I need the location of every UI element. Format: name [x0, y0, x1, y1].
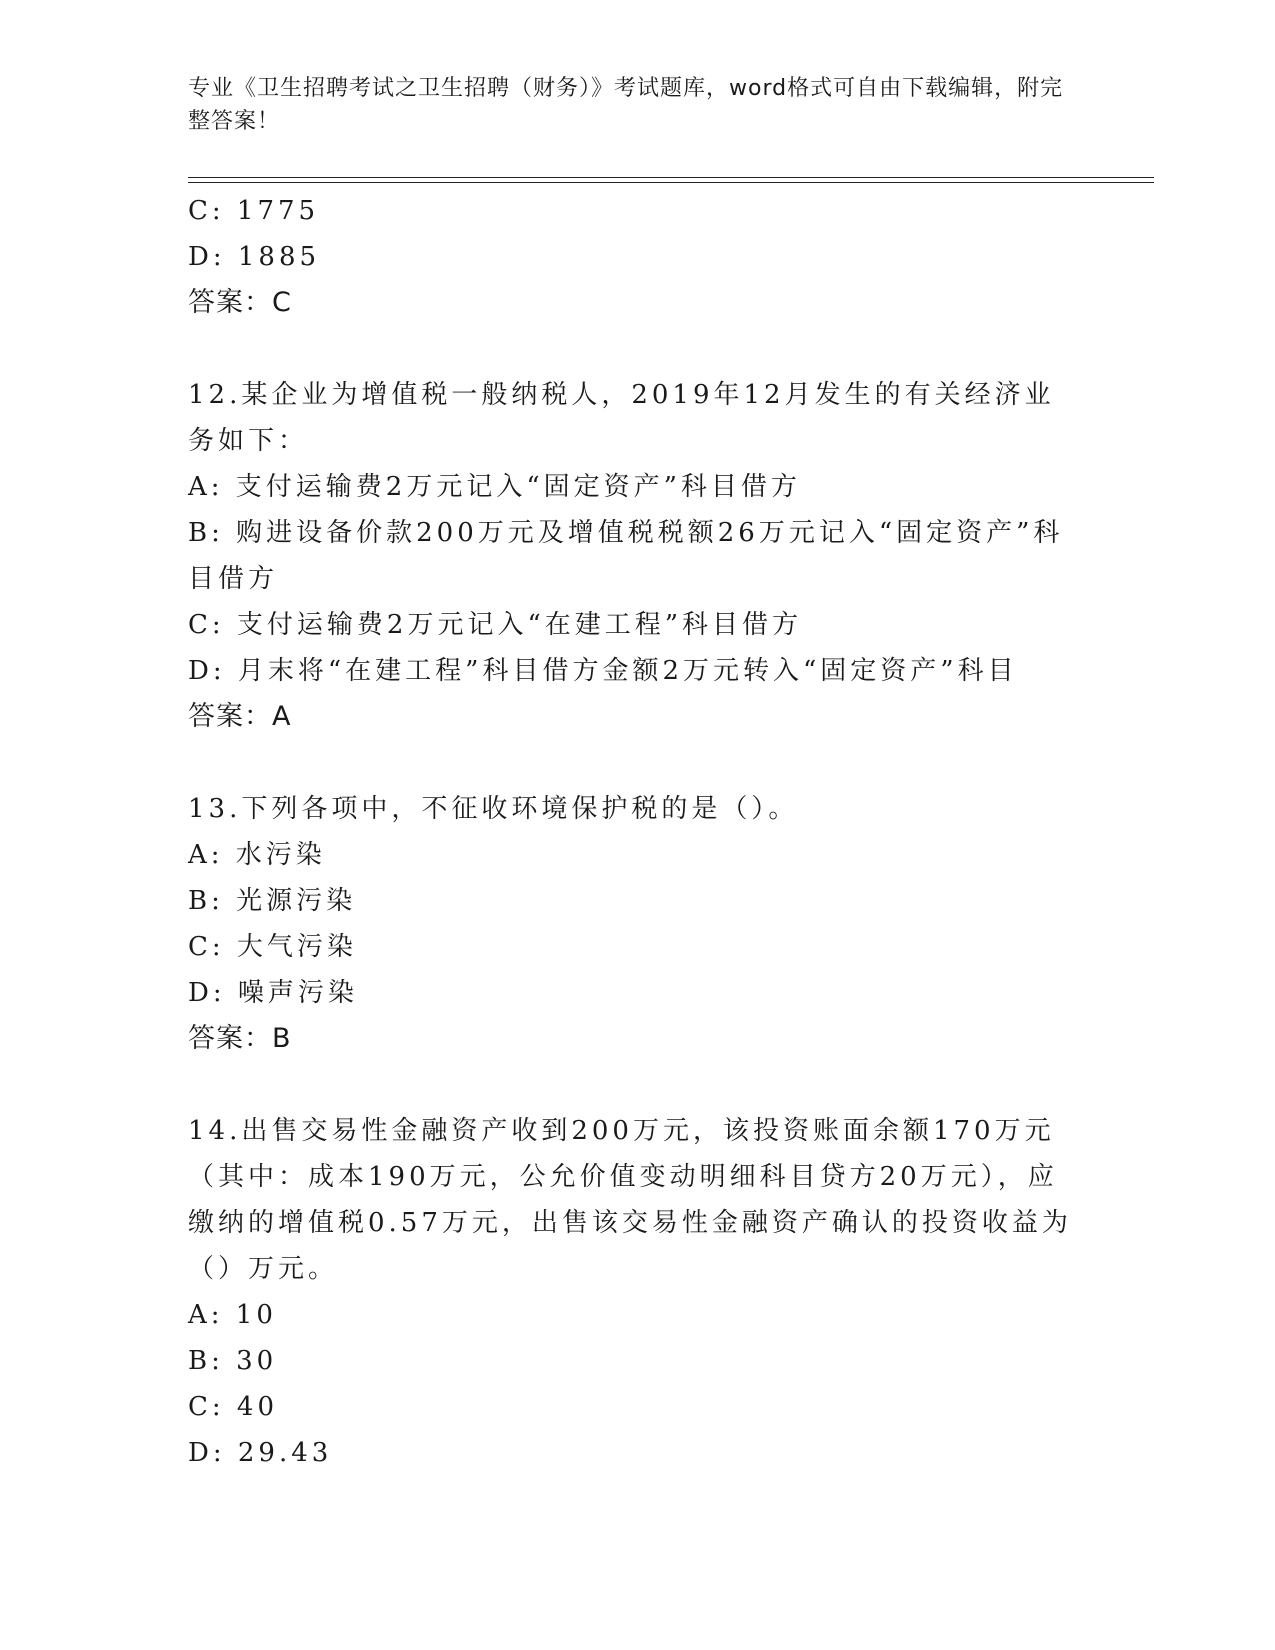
- q12-option-c: C: 支付运输费2万元记入“在建工程”科目借方: [188, 610, 803, 640]
- q13-option-a: A: 水污染: [188, 840, 326, 870]
- q12-option-b: B: 购进设备价款200万元及增值税税额26万元记入“固定资产”科目借方: [188, 518, 1064, 594]
- q13-stem: 13.下列各项中，不征收环境保护税的是（）。: [188, 794, 799, 824]
- question-12: [188, 372, 1078, 740]
- q13-answer: 答案：B: [188, 1023, 292, 1054]
- spacer: [188, 326, 1078, 372]
- question-13: [188, 786, 1078, 1062]
- q11-answer: 答案：C: [188, 287, 292, 318]
- q14-stem: 14.出售交易性金融资产收到200万元，该投资账面余额170万元（其中：成本190万元，公允价值变动明细科目贷方20万元），应缴纳的增值税0.57万元，出售该交易性金融资产确认的投资收益为（）万元。: [188, 1116, 1072, 1284]
- q12-stem: 12.某企业为增值税一般纳税人，2019年12月发生的有关经济业务如下：: [188, 380, 1055, 456]
- q11-option-d: D: 1885: [188, 242, 321, 272]
- q14-option-a: A: 10: [188, 1300, 277, 1330]
- q12-option-a: A: 支付运输费2万元记入“固定资产”科目借方: [188, 472, 801, 502]
- question-list: [188, 188, 1078, 1476]
- header-divider-top: [188, 177, 1154, 178]
- q12-answer: 答案：A: [188, 701, 292, 732]
- q13-option-c: C: 大气污染: [188, 932, 357, 962]
- spacer: [188, 740, 1078, 786]
- question-14: [188, 1108, 1078, 1476]
- q13-option-b: B: 光源污染: [188, 886, 357, 916]
- q12-option-d: D: 月末将“在建工程”科目借方金额2万元转入“固定资产”科目: [188, 656, 1018, 686]
- q11-option-c: C: 1775: [188, 196, 320, 226]
- header-divider-bottom: [188, 182, 1154, 183]
- q14-option-b: B: 30: [188, 1346, 278, 1376]
- document-header: 专业《卫生招聘考试之卫生招聘（财务）》考试题库，word格式可自由下载编辑，附完整答案！: [188, 76, 1064, 134]
- q14-option-d: D: 29.43: [188, 1438, 333, 1468]
- spacer: [188, 1062, 1078, 1108]
- q13-option-d: D: 噪声污染: [188, 978, 358, 1008]
- question-11: [188, 188, 1078, 326]
- q14-option-c: C: 40: [188, 1392, 279, 1422]
